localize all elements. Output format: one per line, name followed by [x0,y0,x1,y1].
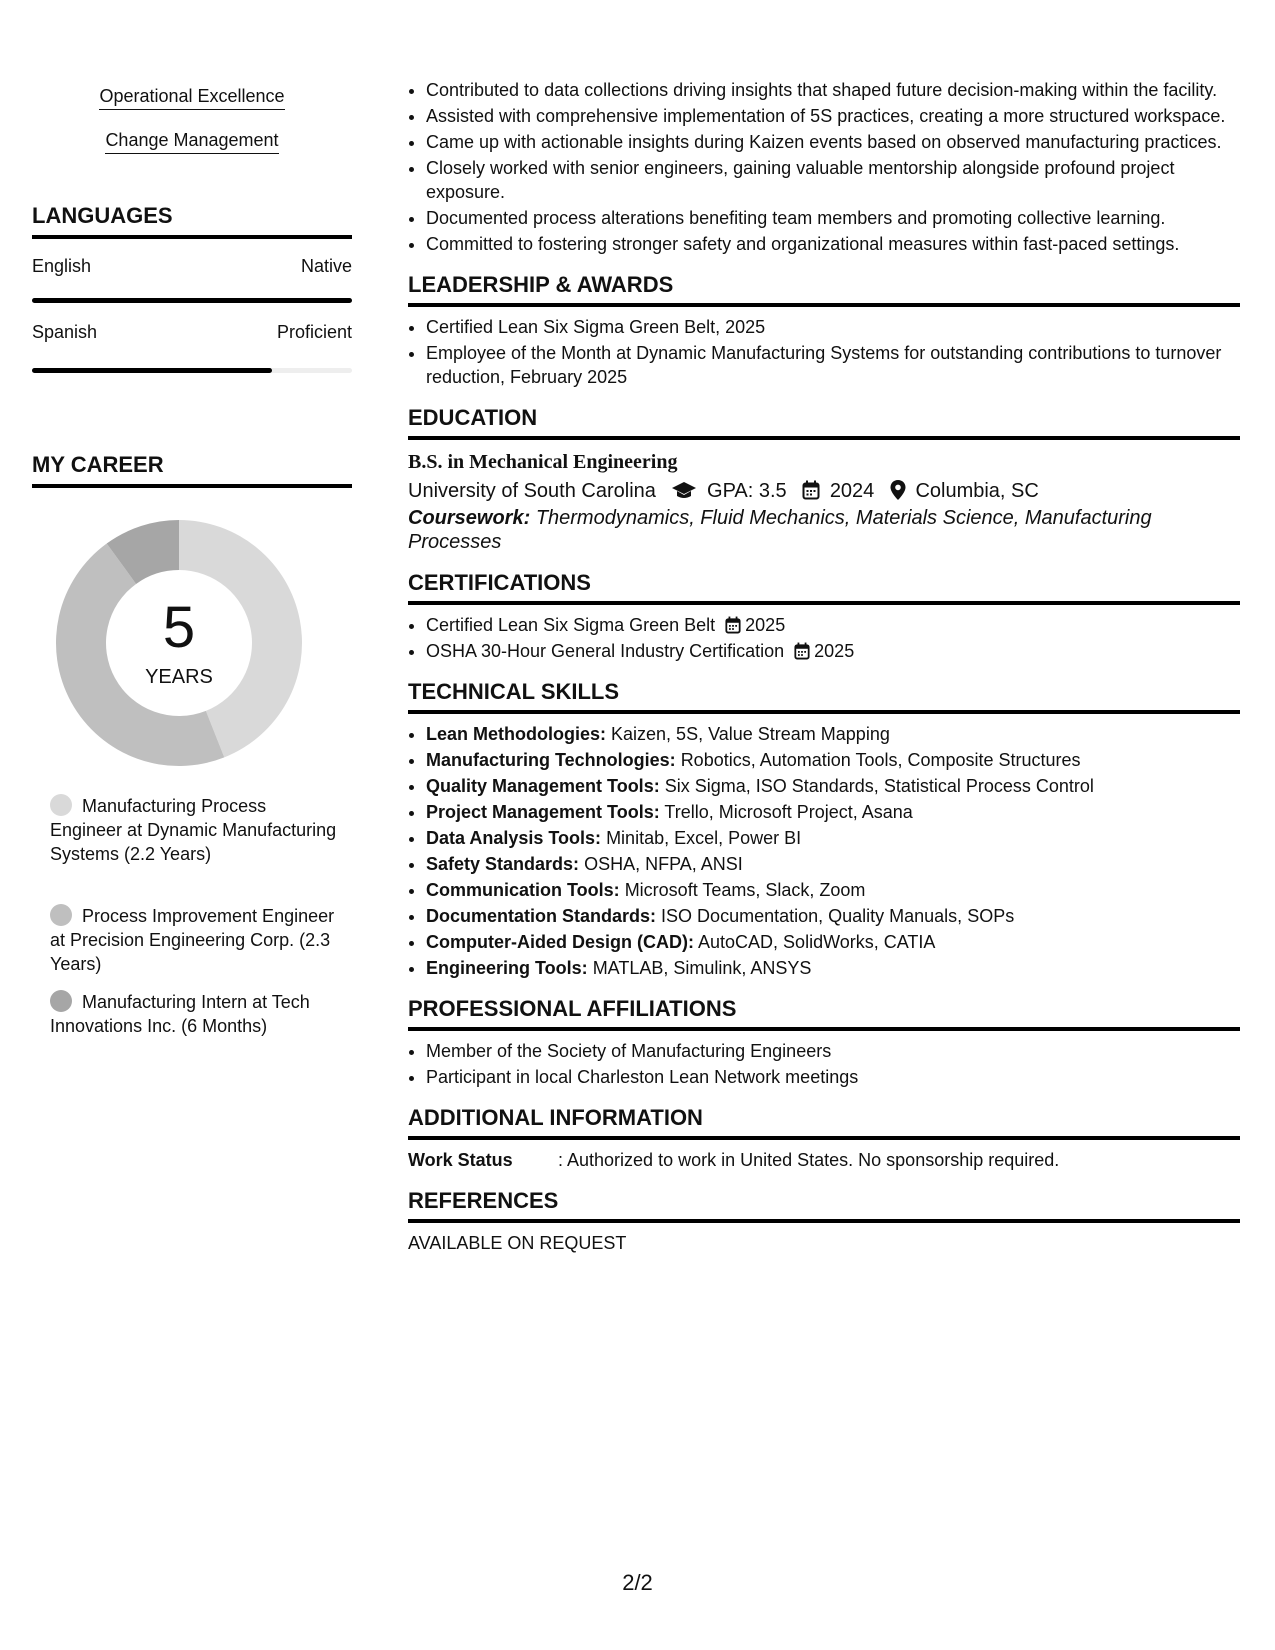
skill-label: Communication Tools: [426,880,620,900]
legend-dot-icon [50,990,72,1012]
skill-value: Six Sigma, ISO Standards, Statistical Process Control [664,776,1094,796]
skill-value: Trello, Microsoft Project, Asana [664,802,913,822]
graduation-cap-icon [671,480,697,500]
technical-skills-list [408,722,1240,980]
affiliations-list [408,1039,1240,1089]
skill-tag [32,130,352,154]
list-item [426,878,1240,902]
education-details [408,476,1240,506]
calendar-icon [794,642,810,660]
skill-tag [32,86,352,110]
experience-bullets [408,78,1240,256]
skill-value: Robotics, Automation Tools, Composite Structures [680,750,1081,770]
legend-text: Process Improvement Engineer at Precision Engineering Corp. (2.3 Years) [50,906,335,974]
legend-dot-icon [50,794,72,816]
languages-heading: LANGUAGES [32,203,352,239]
language-name: Spanish [32,322,98,342]
language-proficiency-fill [32,368,272,373]
certification-year: 2025 [814,641,855,661]
coursework-value: Thermodynamics, Fluid Mechanics, Materials Science, Manufacturing Processes [408,507,1152,553]
section-heading-education: EDUCATION [408,405,1240,440]
legend-text: Manufacturing Intern at Tech Innovations Inc. (6 Months) [50,992,310,1036]
list-item: • Documented process alterations benefiting team members and promoting collective learning. [426,206,1240,230]
skill-label: Documentation Standards: [426,906,657,926]
skill-value: Minitab, Excel, Power BI [606,828,802,848]
list-item: • Committed to fostering stronger safety and organizational measures within fast-paced settings. [426,232,1240,256]
list-item [426,800,1240,824]
list-item: • Participant in local Charleston Lean Network meetings [426,1065,1240,1089]
section-heading-references: REFERENCES [408,1188,1240,1223]
skill-value: OSHA, NFPA, ANSI [584,854,743,874]
coursework [408,506,1240,554]
list-item [426,826,1240,850]
skill-label: Safety Standards: [426,854,580,874]
career-total-years: 5 [162,595,196,660]
skill-label: Quality Management Tools: [426,776,660,796]
certification-name: Certified Lean Six Sigma Green Belt [426,615,716,635]
legend-text: Manufacturing Process Engineer at Dynamic Manufacturing Systems (2.2 Years) [50,796,337,864]
skill-label: Engineering Tools: [426,958,588,978]
certification-name: OSHA 30-Hour General Industry Certification [426,641,785,661]
skill-label: Lean Methodologies: [426,724,606,744]
section-heading-affiliations: PROFESSIONAL AFFILIATIONS [408,996,1240,1031]
certification-year: 2025 [745,615,786,635]
work-status-value: : Authorized to work in United States. No sponsorship required. [558,1150,1060,1170]
skill-label: Manufacturing Technologies: [426,750,676,770]
right-column [408,78,1240,1255]
list-item [426,748,1240,772]
language-level: Proficient [276,322,352,342]
work-status-row [408,1148,1240,1172]
career-unit-label: YEARS [145,666,213,688]
list-item: • Closely worked with senior engineers, gaining valuable mentorship alongside profound project exposure. [426,156,1240,204]
list-item: • Member of the Society of Manufacturing Engineers [426,1039,1240,1063]
list-item: • Came up with actionable insights during Kaizen events based on observed manufacturing practices. [426,130,1240,154]
list-item [426,613,1240,637]
skill-value: Microsoft Teams, Slack, Zoom [624,880,866,900]
section-heading-certifications: CERTIFICATIONS [408,570,1240,605]
page-number: 2/2 [622,1570,653,1595]
school-name: University of South Carolina [408,480,656,502]
list-item [426,722,1240,746]
section-heading-additional-information: ADDITIONAL INFORMATION [408,1105,1240,1140]
section-heading-leadership: LEADERSHIP & AWARDS [408,272,1240,307]
list-item [426,956,1240,980]
skill-value: ISO Documentation, Quality Manuals, SOPs [661,906,1015,926]
career-legend-item [50,990,340,1038]
skill-tag-label: Operational Excellence [99,86,284,110]
career-donut-chart [56,520,302,766]
language-level: Native [300,256,352,276]
list-item [426,774,1240,798]
skill-value: MATLAB, Simulink, ANSYS [592,958,812,978]
gpa-value: GPA: 3.5 [707,480,787,502]
language-proficiency-fill [32,298,352,303]
skill-label: Data Analysis Tools: [426,828,602,848]
language-row [32,322,352,343]
calendar-icon [725,616,741,634]
list-item [426,639,1240,663]
leadership-list [408,315,1240,389]
list-item [426,930,1240,954]
skill-tag-label: Change Management [105,130,278,154]
language-name: English [32,256,92,276]
skill-label: Project Management Tools: [426,802,660,822]
language-proficiency-bar [32,298,352,303]
location-pin-icon [890,480,906,500]
language-proficiency-bar [32,368,352,373]
career-legend-item [50,794,340,866]
list-item [426,852,1240,876]
calendar-icon [802,480,820,500]
list-item: • Employee of the Month at Dynamic Manufacturing Systems for outstanding contributions to turnover reduction, February 2025 [426,341,1240,389]
work-status-label: Work Status [408,1150,513,1170]
skill-value: AutoCAD, SolidWorks, CATIA [698,932,936,952]
list-item: • Assisted with comprehensive implementation of 5S practices, creating a more structured workspace. [426,104,1240,128]
career-heading: MY CAREER [32,452,352,488]
graduation-year: 2024 [829,480,875,502]
skill-label: Computer-Aided Design (CAD): [426,932,694,952]
career-legend-item [50,904,340,976]
degree-title: B.S. in Mechanical Engineering [408,451,678,473]
section-heading-technical-skills: TECHNICAL SKILLS [408,679,1240,714]
language-row [32,256,352,277]
certifications-list [408,613,1240,663]
list-item: • Certified Lean Six Sigma Green Belt, 2025 [426,315,1240,339]
coursework-label: Coursework: [408,507,531,529]
legend-dot-icon [50,904,72,926]
skill-value: Kaizen, 5S, Value Stream Mapping [611,724,890,744]
list-item: • Contributed to data collections driving insights that shaped future decision-making within the facility. [426,78,1240,102]
references-text: AVAILABLE ON REQUEST [408,1233,627,1253]
list-item [426,904,1240,928]
school-location: Columbia, SC [915,480,1039,502]
